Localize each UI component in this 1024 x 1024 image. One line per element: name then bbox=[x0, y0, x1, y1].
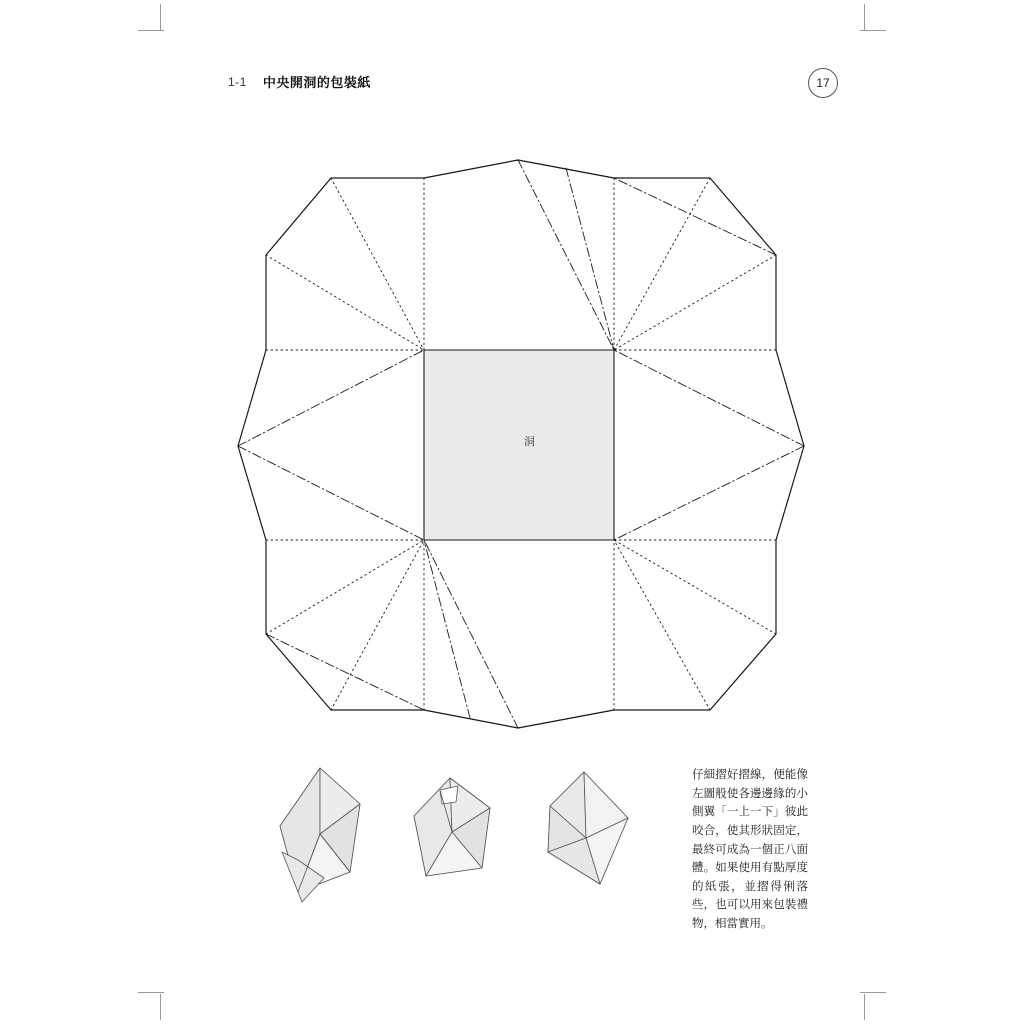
section-title: 中央開洞的包裝紙 bbox=[262, 75, 371, 90]
page-number-text: 17 bbox=[816, 76, 830, 90]
caption-text: 仔細摺好摺線，便能像左圖般使各邊邊緣的小側翼「一上一下」彼此咬合，使其形狀固定，最終可成為一個正八面體。如果使用有點厚度的紙張，並摺得俐落些，也可以用來包裝禮物，相當實用。 bbox=[692, 769, 808, 930]
hole-label: 洞 bbox=[524, 436, 535, 448]
section-number: 1-1 bbox=[228, 74, 247, 89]
step-photo-3 bbox=[526, 760, 644, 910]
crop-mark-top-right-v bbox=[864, 4, 865, 30]
crease-pattern-diagram bbox=[228, 150, 828, 730]
running-header bbox=[228, 72, 371, 91]
crop-mark-top-right-h bbox=[860, 30, 886, 31]
crop-mark-bottom-left-v bbox=[160, 994, 161, 1020]
step-photo-1 bbox=[262, 760, 380, 910]
step-photo-2 bbox=[394, 760, 512, 910]
crop-mark-bottom-right-v bbox=[864, 994, 865, 1020]
crop-mark-top-left-h bbox=[138, 30, 164, 31]
crop-mark-bottom-left-h bbox=[138, 992, 164, 993]
step-photo-row bbox=[262, 760, 644, 910]
crop-mark-top-left-v bbox=[160, 4, 161, 30]
page-number-badge bbox=[808, 68, 838, 98]
crop-mark-bottom-right-h bbox=[860, 992, 886, 993]
